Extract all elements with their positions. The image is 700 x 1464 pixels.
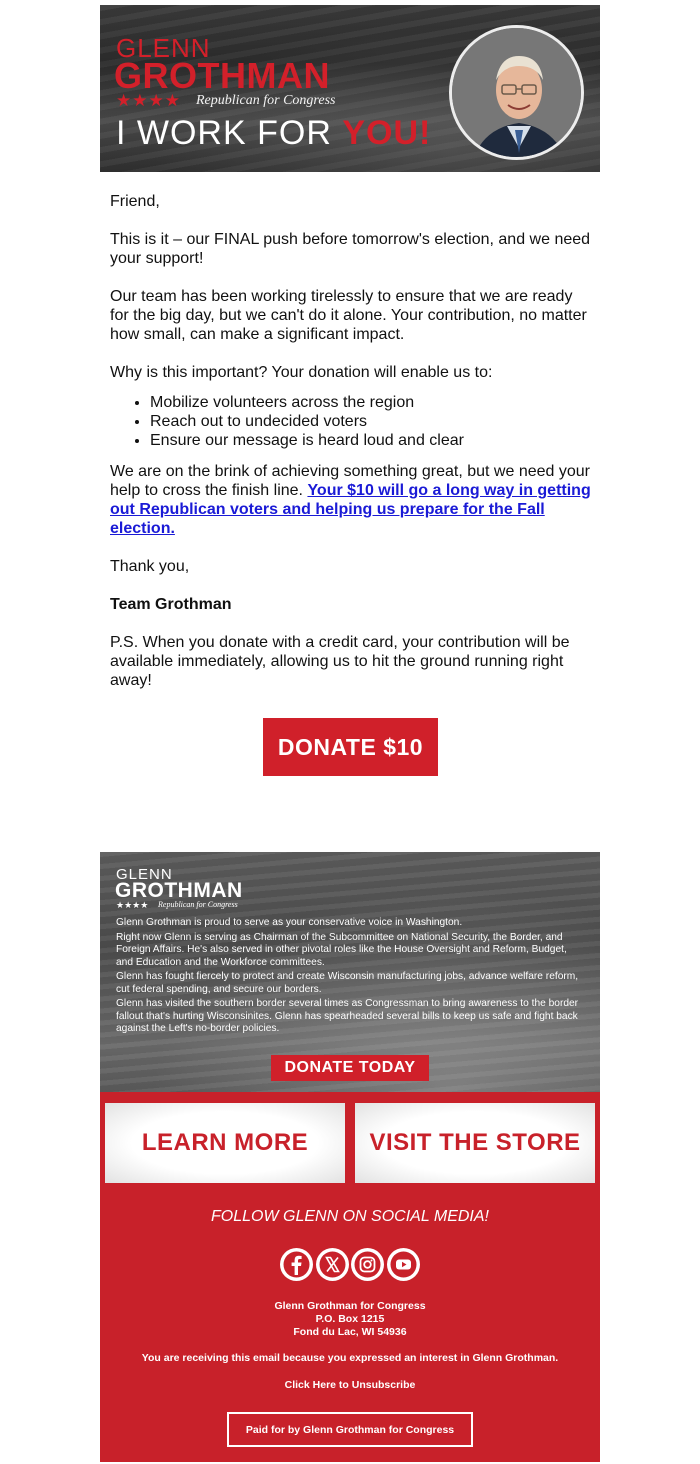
header-first-name: GLENN xyxy=(116,33,211,63)
header-headline xyxy=(116,116,431,150)
footer-stars: ★★★★ xyxy=(116,900,149,910)
donate-10-button[interactable]: DONATE $10 xyxy=(263,718,438,776)
header-tagline: Republican for Congress xyxy=(196,93,336,108)
signature: Team Grothman xyxy=(110,596,232,613)
paragraph-team: Our team has been working tirelessly to ensure that we are ready for the big day, but we can't do it alone. Your contribution, no matter how small, can make a significant impact. xyxy=(110,288,587,343)
footer-first-name: GLENN xyxy=(116,866,173,883)
closing: Thank you, xyxy=(110,558,190,575)
instagram-icon[interactable] xyxy=(351,1248,384,1281)
greeting: Friend, xyxy=(110,193,160,210)
postscript: P.S. When you donate with a credit card, your contribution will be available immediately, allowing us to hit the ground running right away! xyxy=(110,634,570,689)
mailing-address xyxy=(100,1300,600,1339)
candidate-bio xyxy=(116,917,586,1038)
portrait-illustration xyxy=(452,28,584,160)
footer-last-name: GROTHMAN xyxy=(115,879,243,902)
bio-paragraph: Glenn has visited the southern border several times as Congressman to bring awareness to the border fallout that's hurting Wisconsinites. Glenn has spearheaded several bills to keep us safe and fight back against the Left's no-border policies. xyxy=(116,998,579,1034)
paragraph-why: Why is this important? Your donation will enable us to: xyxy=(110,364,493,381)
learn-more-button[interactable]: LEARN MORE xyxy=(105,1103,345,1183)
list-item: • Reach out to undecided voters xyxy=(150,412,595,431)
bio-paragraph: Glenn Grothman is proud to serve as your conservative voice in Washington. xyxy=(116,917,463,928)
header-last-name: GROTHMAN xyxy=(114,55,330,96)
facebook-icon[interactable] xyxy=(280,1248,313,1281)
paragraph-final-push: This is it – our FINAL push before tomorrow's election, and we need your support! xyxy=(110,231,591,267)
youtube-icon[interactable] xyxy=(387,1248,420,1281)
footer-hero xyxy=(100,852,600,1092)
footer-red-section xyxy=(100,1092,600,1462)
bio-paragraph: Right now Glenn is serving as Chairman of the Subcommittee on National Security, the Border, and Foreign Affairs. He's also served in other pivotal roles like the House Oversight and Reform, Budget, and Education and the Workforce committees. xyxy=(116,931,567,968)
visit-store-button[interactable]: VISIT THE STORE xyxy=(355,1103,595,1183)
brink-text: We are on the brink of achieving something great, but we need your help to cross the finish line. xyxy=(110,463,590,499)
address-line: Glenn Grothman for Congress xyxy=(274,1300,426,1312)
list-item: • Ensure our message is heard loud and clear xyxy=(150,431,595,450)
candidate-portrait xyxy=(449,25,584,160)
headline-prefix: I WORK FOR xyxy=(116,114,343,152)
paragraph-brink xyxy=(110,462,595,538)
header-banner xyxy=(100,5,600,172)
address-line: Fond du Lac, WI 54936 xyxy=(293,1326,407,1338)
paid-for-disclaimer: Paid for by Glenn Grothman for Congress xyxy=(227,1412,473,1447)
social-links xyxy=(280,1248,420,1281)
header-stars: ★★★★ xyxy=(116,91,181,110)
unsubscribe-link[interactable]: Click Here to Unsubscribe xyxy=(284,1379,416,1391)
donate-inline-link[interactable]: Your $10 will go a long way in getting out Republican voters and helping us prepare for the Fall election. xyxy=(110,482,591,537)
list-item: • Mobilize volunteers across the region xyxy=(150,393,595,412)
donate-today-button[interactable]: DONATE TODAY xyxy=(271,1055,429,1081)
x-icon[interactable] xyxy=(316,1248,349,1281)
headline-emphasis: YOU! xyxy=(342,114,432,152)
subscription-notice: You are receiving this email because you expressed an interest in Glenn Grothman. xyxy=(141,1352,559,1364)
benefits-list xyxy=(150,393,595,450)
letter-body xyxy=(110,192,595,709)
address-line: P.O. Box 1215 xyxy=(315,1313,385,1325)
bio-paragraph: Glenn has fought fiercely to protect and create Wisconsin manufacturing jobs, advance welfare reform, cut federal spending, and secure our borders. xyxy=(116,971,579,995)
footer-tagline: Republican for Congress xyxy=(158,900,238,909)
follow-heading: FOLLOW GLENN ON SOCIAL MEDIA! xyxy=(211,1208,489,1225)
